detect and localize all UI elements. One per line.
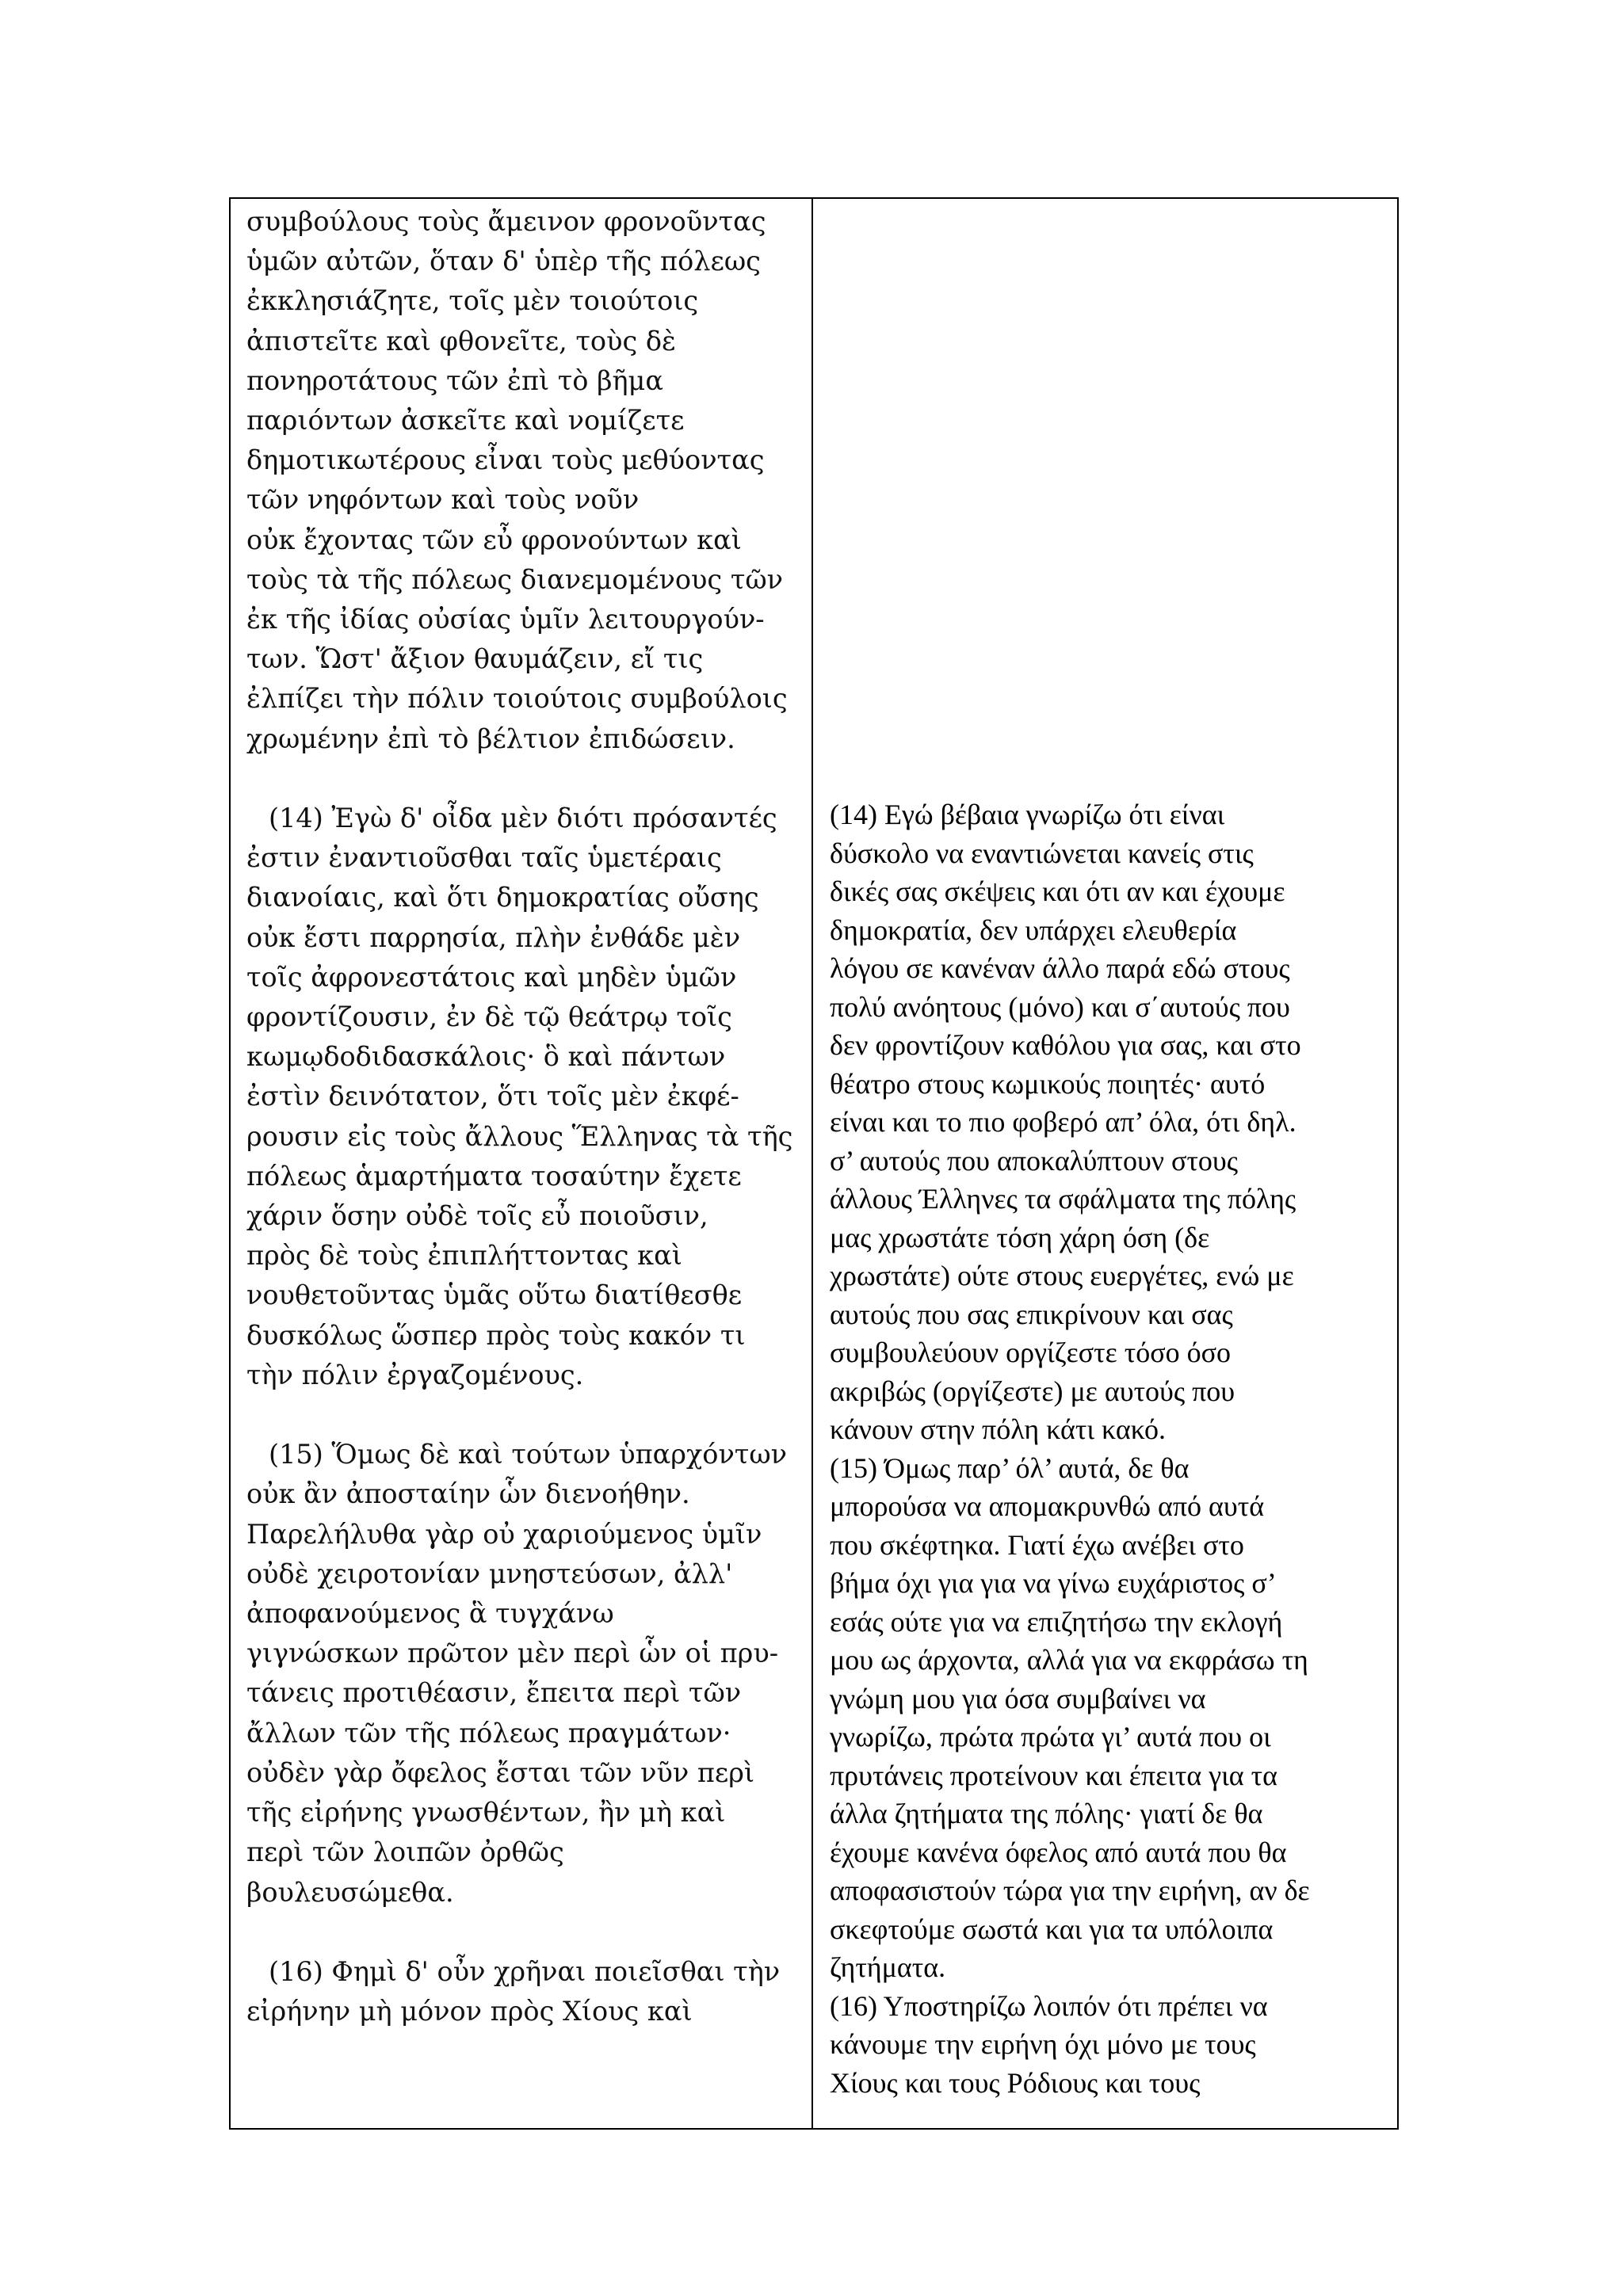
text-line: τοὺς τὰ τῆς πόλεως διανεμομένους τῶν [246,563,784,595]
text-line: τῶν νηφόντων καὶ τοὺς νοῦν [246,484,640,516]
text-line: χρωστάτε) ούτε στους ευεργέτες, ενώ με [830,1260,1294,1291]
text-line: τοῖς ἀφρονεστάτοις καὶ μηδὲν ὑμῶν [246,961,737,993]
text-line: (15) Όμως παρ’ όλ’ αυτά, δε θα [830,1451,1190,1484]
text-line: εσάς ούτε για να επιζητήσω την εκλογή [830,1605,1283,1638]
text-line: ἐκκλησιάζητε, τοῖς μὲν τοιούτοις [246,285,699,317]
text-line: μας χρωστάτε τόση χάρη όση (δε [830,1221,1210,1253]
text-line: ρουσιν εἰς τοὺς ἄλλους Ἕλληνας τὰ τῆς [246,1120,793,1152]
text-line: πρυτάνεις προτείνουν και έπειτα για τα [830,1759,1277,1791]
text-line: Χίους και τους Ρόδιους και τους [830,2066,1201,2099]
text-line: κωμῳδοδιδασκάλοις· ὃ καὶ πάντων [246,1041,726,1073]
text-line: (16) Υποστηρίζω λοιπόν ότι πρέπει να [830,1989,1268,2022]
text-line: χάριν ὅσην οὐδὲ τοῖς εὖ ποιοῦσιν, [246,1200,708,1232]
text-line: συμβούλους τοὺς ἄμεινον φρονοῦντας [246,206,766,237]
text-line: ἀπιστεῖτε καὶ φθονεῖτε, τοὺς δὲ [246,325,677,357]
paragraph-gap [246,759,801,799]
text-line: φροντίζουσιν, ἐν δὲ τῷ θεάτρῳ τοῖς [246,1001,732,1033]
text-line: νουθετοῦντας ὑμᾶς οὕτω διατίθεσθε [246,1280,743,1311]
text-line: θέατρο στους κωμικούς ποιητές· αυτό [830,1067,1266,1100]
text-line: οὐκ ἔχοντας τῶν εὖ φρονούντων καὶ [246,524,742,555]
text-line: γνωρίζω, πρώτα πρώτα γι’ αυτά που οι [830,1721,1271,1753]
text-line: έχουμε κανένα όφελος από αυτά που θα [830,1836,1287,1868]
text-line: σ’ αυτούς που αποκαλύπτουν στους [830,1144,1239,1177]
text-line: βήμα όχι για για να γίνω ευχάριστος σ’ [830,1567,1277,1599]
greek-paragraph-16 [246,1952,801,2031]
text-line: κάνουν στην πόλη κάτι κακό. [830,1413,1167,1445]
text-line: παριόντων ἀσκεῖτε καὶ νομίζετε [246,405,685,437]
text-line: αυτούς που σας επικρίνουν και σας [830,1298,1233,1330]
text-line: ἐστιν ἐναντιοῦσθαι ταῖς ὑμετέραις [246,842,722,874]
text-line: δεν φροντίζουν καθόλου για σας, και στο [830,1029,1301,1061]
text-line: τῆς εἰρήνης γνωσθέντων, ἢν μὴ καὶ [246,1797,726,1829]
text-line: (14) Εγώ βέβαια γνωρίζω ότι είναι [830,799,1225,830]
text-line: Παρελήλυθα γὰρ οὐ χαριούμενος ὑμῖν [246,1518,762,1550]
text-line: άλλα ζητήματα της πόλης· γιατί δε θα [830,1798,1263,1829]
text-line: οὐδὲ χειροτονίαν μνηστεύσων, ἀλλ' [246,1558,733,1589]
modern-greek-column [830,795,1384,2102]
text-line: λόγου σε κανέναν άλλο παρά εδώ στους [830,952,1290,984]
text-line: τάνεις προτιθέασιν, ἔπειτα περὶ τῶν [246,1677,742,1709]
text-line: πόλεως ἁμαρτήματα τοσαύτην ἔχετε [246,1160,742,1192]
text-line: δημοκρατία, δεν υπάρχει ελευθερία [830,913,1237,946]
text-line: συμβουλεύουν οργίζεστε τόσο όσο [830,1337,1232,1368]
text-line: δύσκολο να εναντιώνεται κανείς στις [830,837,1254,869]
text-line: σκεφτούμε σωστά και για τα υπόλοιπα [830,1913,1274,1945]
text-line: δυσκόλως ὥσπερ πρὸς τοὺς κακόν τι [246,1319,746,1351]
text-line: δικές σας σκέψεις και ότι αν και έχουμε [830,875,1285,907]
text-line: χρωμένην ἐπὶ τὸ βέλτιον ἐπιδώσειν. [246,723,735,754]
text-line: ἄλλων τῶν τῆς πόλεως πραγμάτων· [246,1717,731,1749]
greek-paragraph-14 [246,799,801,1395]
column-divider [812,199,813,2128]
text-line: οὐκ ἔστι παρρησία, πλὴν ἐνθάδε μὲν [246,921,741,953]
text-line: μου ως άρχοντα, αλλά για να εκφράσω τη [830,1644,1308,1676]
text-line: οὐκ ἂν ἀποσταίην ὧν διενοήθην. [246,1478,690,1510]
text-line: (16) Φημὶ δ' οὖν χρῆναι ποιεῖσθαι τὴν [269,1955,781,1987]
text-line: βουλευσώμεθα. [246,1876,454,1908]
text-line: ὑμῶν αὐτῶν, ὅταν δ' ὑπὲρ τῆς πόλεως [246,246,761,277]
text-line: ακριβώς (οργίζεστε) με αυτούς που [830,1375,1235,1407]
text-line: γνώμη μου για όσα συμβαίνει να [830,1682,1206,1714]
text-line: οὐδὲν γὰρ ὄφελος ἔσται τῶν νῦν περὶ [246,1756,755,1788]
text-line: δημοτικωτέρους εἶναι τοὺς μεθύοντας [246,444,765,476]
text-line: περὶ τῶν λοιπῶν ὀρθῶς [246,1836,564,1868]
paragraph-gap [246,1913,801,1952]
text-line: (14) Ἐγὼ δ' οἶδα μὲν διότι πρόσαντές [269,803,777,834]
text-line: των. Ὥστ' ἄξιον θαυμάζειν, εἴ τις [246,643,704,675]
text-line: κάνουμε την ειρήνη όχι μόνο με τους [830,2028,1256,2060]
text-line: μπορούσα να απομακρυνθώ από αυτά [830,1490,1265,1522]
text-line: άλλους Έλληνες τα σφάλματα της πόλης [830,1183,1296,1215]
text-line: που σκέφτηκα. Γιατί έχω ανέβει στο [830,1528,1244,1561]
text-line: ἐλπίζει τὴν πόλιν τοιούτοις συμβούλοις [246,683,788,715]
text-line: εἰρήνην μὴ μόνον πρὸς Χίους καὶ [246,1996,693,2027]
paragraph-gap [246,1395,801,1435]
text-line: ἐστὶν δεινότατον, ὅτι τοῖς μὲν ἐκφέ- [246,1081,739,1112]
ancient-greek-column [246,202,801,2031]
greek-paragraph-13-end [246,202,801,759]
text-line: αποφασιστούν τώρα για την ειρήνη, αν δε [830,1875,1310,1906]
parallel-text-table [229,197,1399,2130]
greek-paragraph-15 [246,1435,801,1912]
text-line: ἀποφανούμενος ἃ τυγχάνω [246,1598,614,1630]
text-line: είναι και το πιο φοβερό απ’ όλα, ότι δηλ. [830,1106,1296,1138]
text-line: ζητήματα. [830,1951,946,1983]
text-line: πολύ ανόητους (μόνο) και σ΄αυτούς που [830,990,1290,1023]
text-line: γιγνώσκων πρῶτον μὲν περὶ ὧν οἱ πρυ- [246,1638,779,1669]
text-line: ἐκ τῆς ἰδίας οὐσίας ὑμῖν λειτουργούν- [246,604,765,635]
text-line: πονηροτάτους τῶν ἐπὶ τὸ βῆμα [246,364,663,396]
text-line: πρὸς δὲ τοὺς ἐπιπλήττοντας καὶ [246,1240,682,1272]
text-line: (15) Ὅμως δὲ καὶ τούτων ὑπαρχόντων [269,1439,788,1470]
text-line: διανοίαις, καὶ ὅτι δημοκρατίας οὔσης [246,882,759,913]
text-line: τὴν πόλιν ἐργαζομένους. [246,1359,584,1390]
